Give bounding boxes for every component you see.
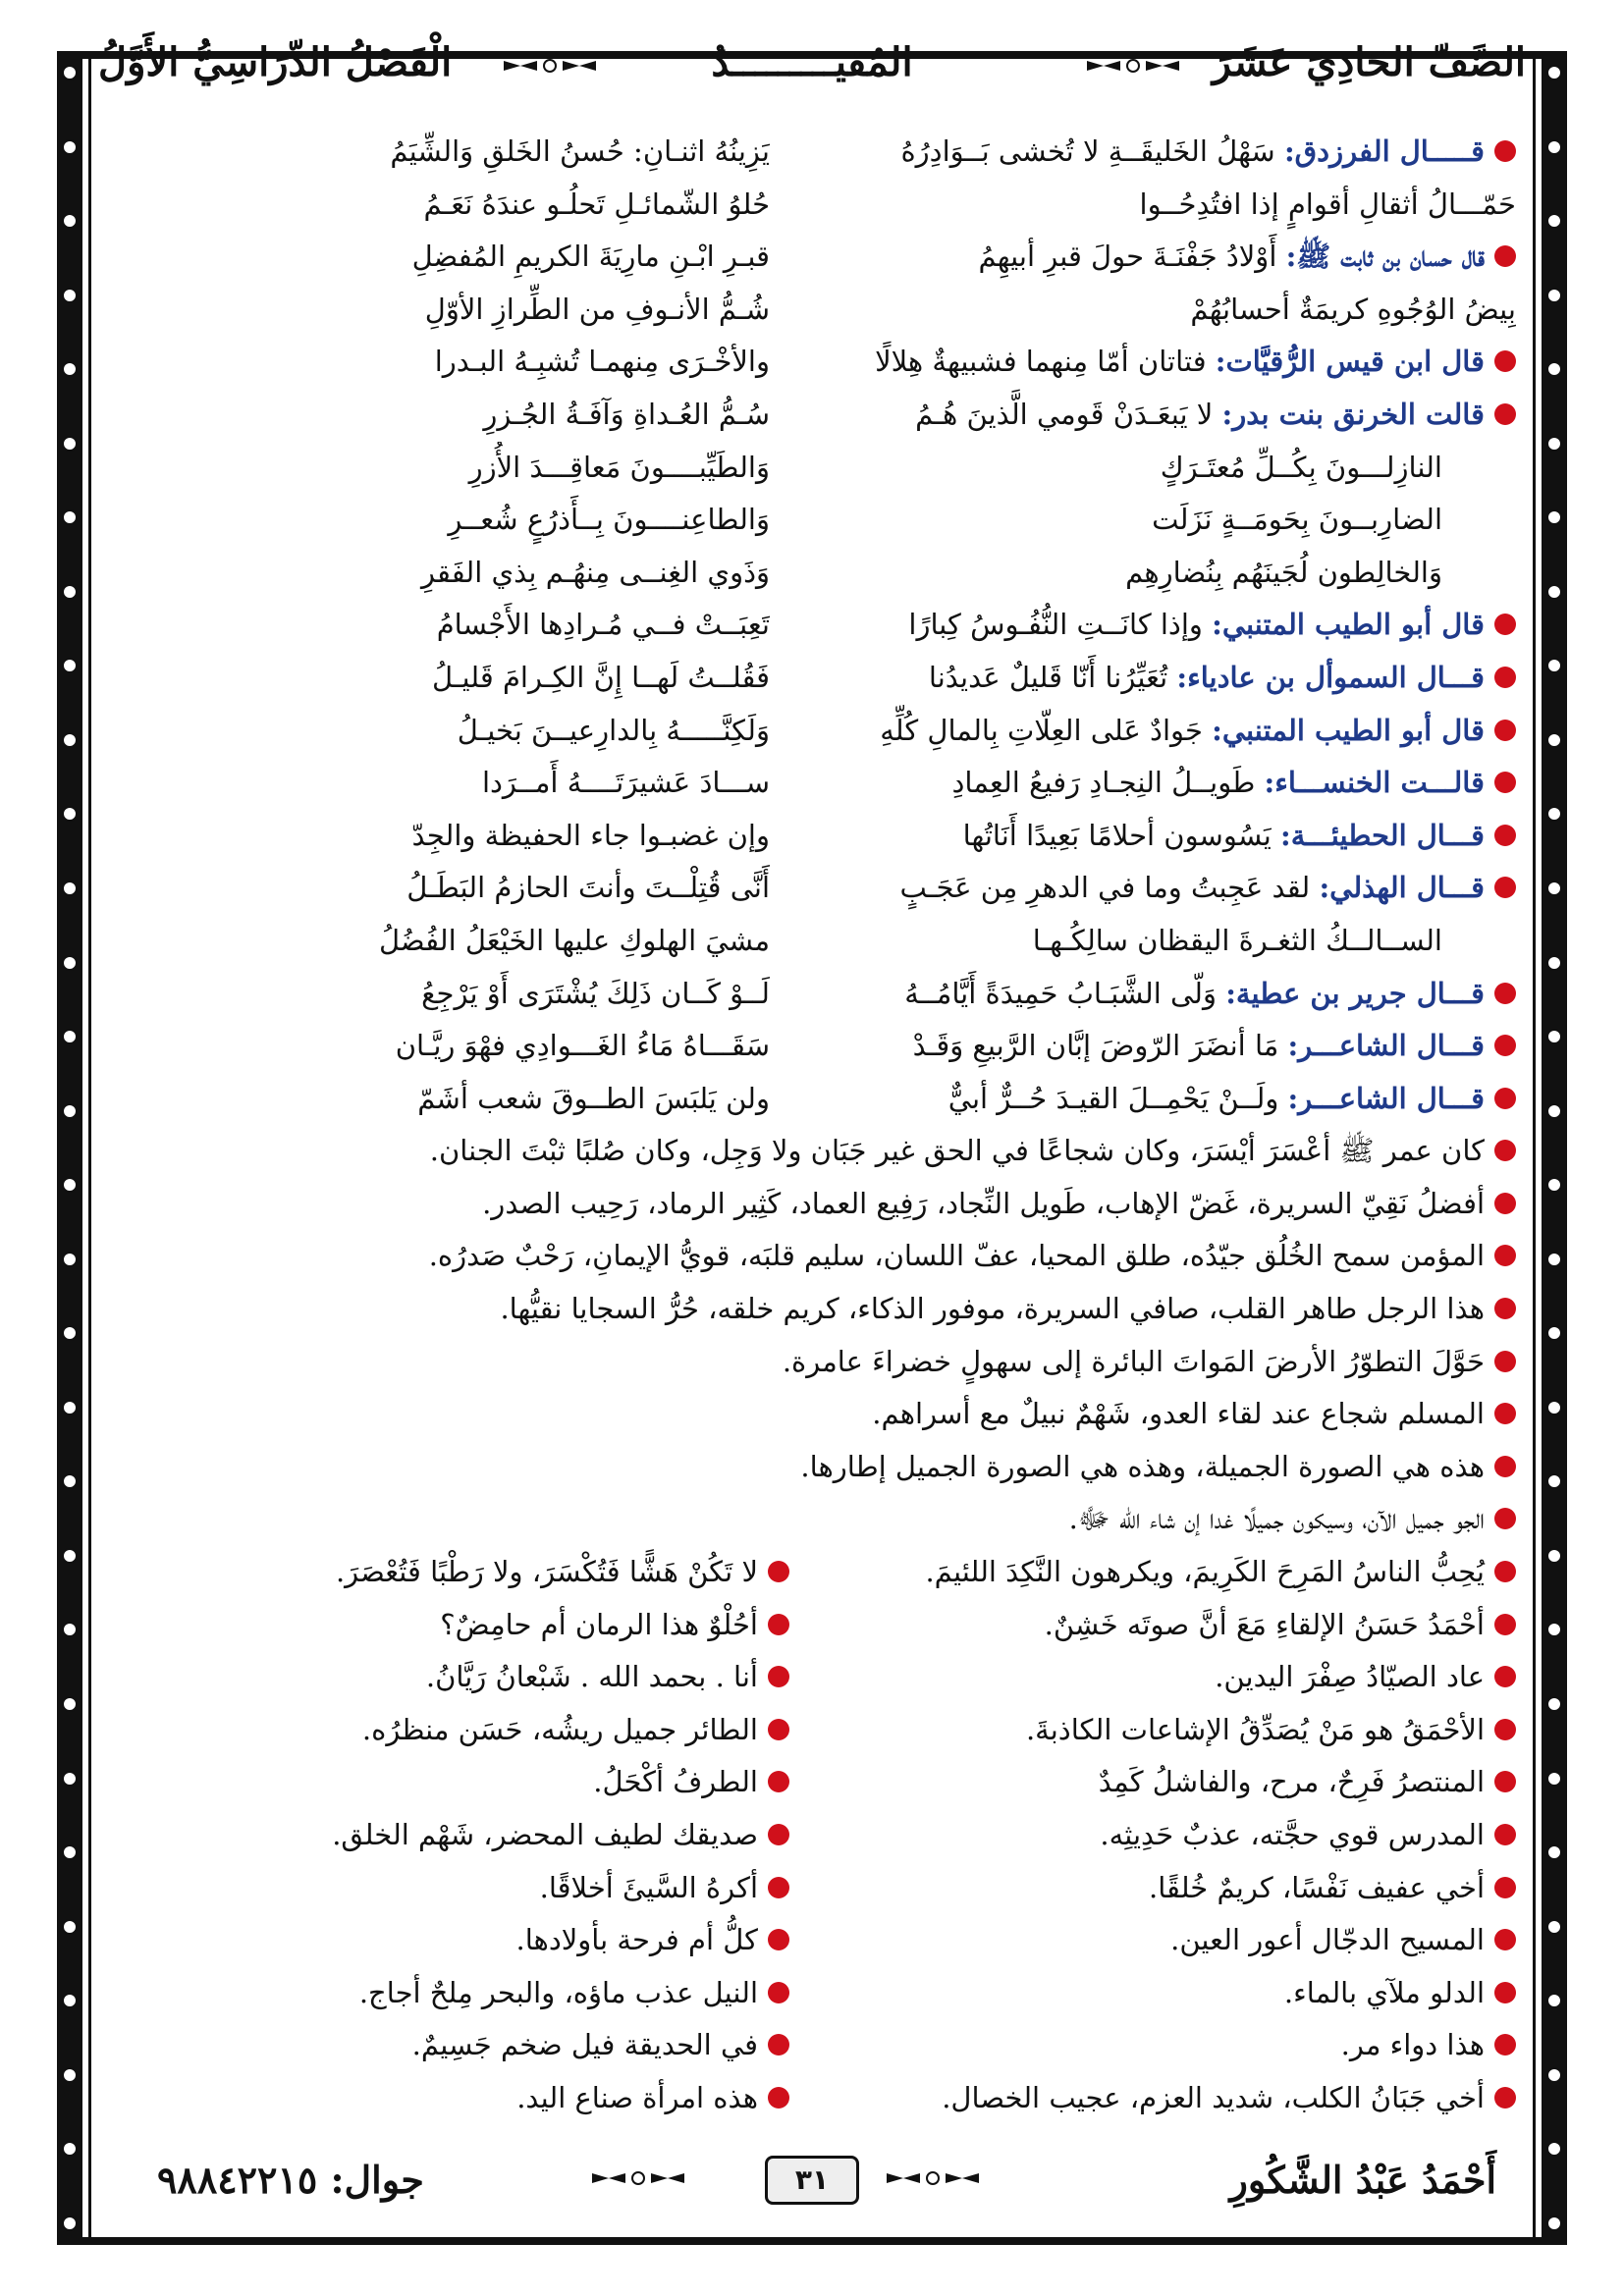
border-flower-icon	[62, 65, 78, 80]
sentence-text: أكرهُ السَّيئَ أخلاقًا.	[539, 1870, 758, 1904]
bullet-icon	[768, 2087, 789, 2109]
verse-row	[108, 862, 1516, 915]
verse-second-hemistich: شُـمُّ الأنـوفِ من الطِّرازِ الأوّلِ	[424, 292, 770, 326]
sentence-text: كلُّ أم فرحة بأولادها.	[515, 1923, 758, 1957]
bullet-icon	[768, 2034, 789, 2056]
poet-name: قـــال الشاعـــر:	[1287, 1081, 1485, 1115]
sentence-text: المدرس قوي حجَّته، عذبٌ حَدِيثِه.	[1100, 1818, 1485, 1851]
sentence-text: صديقك لطيف المحضر، شَهْم الخلق.	[332, 1818, 758, 1851]
sentence-text: الطائر جميل ريشُه، حَسَن منظرُه.	[361, 1712, 758, 1746]
sentence-text: هذا الرجل طاهر القلب، صافي السريرة، موفور الذكاء، كريم خلقه، حُرُّ السجايا نقيُّها.	[500, 1292, 1485, 1326]
pair-left	[108, 1967, 789, 2020]
sentence-text: أحْمَدُ حَسَنُ الإلقاءِ مَعَ أنَّ صوتَه خَشِنٌ.	[1044, 1607, 1485, 1641]
pair-left	[108, 1914, 789, 1967]
verse-second-hemistich: قبـرِ ابْـنِ مارِيَةَ الكريمِ المُفضِلِ	[411, 240, 770, 274]
pair-left	[108, 1862, 789, 1915]
pair-right	[794, 2072, 1516, 2125]
bullet-icon	[1494, 1035, 1516, 1056]
bullet-icon	[768, 1824, 789, 1845]
bullet-icon	[1494, 1456, 1516, 1477]
verse-second-hemistich: ســـادَ عَشيرَتَــــهُ أَمــرَدا	[481, 766, 770, 800]
bullet-icon	[768, 1771, 789, 1792]
hemistich-text: بِيضُ الوُجُوهِ كريمَةٌ أحسابُهُمْ	[1190, 292, 1516, 326]
border-flower-icon	[1546, 955, 1562, 971]
bullet-icon	[1494, 2034, 1516, 2056]
pair-right	[794, 1546, 1516, 1599]
border-flower-icon	[1546, 1622, 1562, 1637]
poet-name: قالـــت الخنســـاء:	[1264, 766, 1485, 800]
bullet-icon	[1494, 1982, 1516, 2003]
border-flower-icon	[62, 806, 78, 822]
bullet-icon	[1494, 614, 1516, 635]
pair-row	[108, 1967, 1516, 2020]
bullet-icon	[1494, 1929, 1516, 1950]
pair-row	[108, 2019, 1516, 2072]
pair-row	[108, 1862, 1516, 1915]
verse-first-hemistich	[794, 179, 1516, 232]
border-flower-icon	[1546, 1696, 1562, 1712]
hemistich-text: وإذا كانَــتِ النُّفُـوسُ كِبارًا	[908, 608, 1203, 642]
verse-first-hemistich	[794, 126, 1516, 179]
border-flower-icon	[62, 213, 78, 229]
pair-right	[794, 2019, 1516, 2072]
sentence-row	[108, 1388, 1516, 1441]
sentence-text: في الحديقة فيل ضخم جَسِيمٌ.	[411, 2028, 758, 2062]
verse-first-hemistich	[794, 652, 1516, 705]
border-flower-icon	[62, 1993, 78, 2008]
pair-left	[108, 1546, 789, 1599]
verse-second-hemistich: وَالطاعِنــــونَ بِــأَذرُعٍ شُعــرِ	[448, 503, 770, 537]
bullet-icon	[1494, 1193, 1516, 1214]
sentence-row	[108, 1441, 1516, 1494]
bullet-icon	[1494, 1771, 1516, 1792]
sentence-text: الجو جميل الآن، وسيكون جميلًا غدا إن شاء الله ﷻ.	[1068, 1502, 1485, 1536]
bullet-icon	[1494, 403, 1516, 425]
sentence-text: أحُلْوٌ هذا الرمان أم حامِضٌ؟	[440, 1607, 758, 1641]
pair-right	[794, 1756, 1516, 1809]
page-number: ٣١	[765, 2156, 859, 2205]
poet-name: قـــال السموأل بن عادياء:	[1176, 660, 1485, 694]
footer-author: أَحْمَدُ عَبْدُ الشَّكُورِ	[1229, 2158, 1496, 2202]
bullet-icon	[1494, 1666, 1516, 1687]
bullet-icon	[1494, 1824, 1516, 1845]
bullet-icon	[1494, 140, 1516, 162]
border-flower-icon	[1546, 732, 1562, 748]
border-flower-icon	[1546, 436, 1562, 452]
pair-left	[108, 1651, 789, 1704]
page-header	[98, 39, 1526, 108]
poet-name: قـــال الهذلي:	[1319, 871, 1485, 905]
border-flower-icon	[62, 658, 78, 673]
hemistich-text: مَا أنضَرَ الرّوضَ إبَّان الرَّبيعِ وَقَـدْ	[912, 1029, 1279, 1063]
sentence-text: كان عمر ﷺ أعْسَرَ أيْسَرَ، وكان شجاعًا في الحق غير جَبَان ولا وَجِل، وكان صُلبًا ثبْتَ الجنان.	[429, 1134, 1485, 1168]
sentence	[108, 1336, 1516, 1389]
sentence-row	[108, 1178, 1516, 1231]
inner-line-right	[1533, 51, 1536, 2245]
pair-left	[108, 2072, 789, 2125]
border-flower-icon	[62, 1103, 78, 1119]
verse-first-hemistich	[794, 599, 1516, 652]
border-flower-icon	[1546, 584, 1562, 600]
hemistich-text: يَسُوسون أحلامًا بَعِيدًا أَنَاتُها	[962, 818, 1272, 852]
border-flower-icon	[1546, 1844, 1562, 1860]
poet-name: قـــال الحطيئـــة:	[1280, 818, 1485, 852]
border-flower-icon	[1546, 509, 1562, 525]
poet-name: قـــال الشاعـــر:	[1287, 1029, 1485, 1063]
poet-name: قال أبو الطيب المتنبي:	[1212, 713, 1485, 747]
border-flower-icon	[62, 139, 78, 155]
sentence-text: المؤمن سمح الخُلُق جيّدُه، طلق المحيا، عفّ اللسان، سليم قلبَه، قويُّ الإيمانِ، رَحْبٌ صَدرُه.	[428, 1239, 1485, 1273]
border-flower-icon	[62, 1252, 78, 1267]
sentence-text: عاد الصيّادُ صِفْرَ اليدين.	[1215, 1660, 1485, 1694]
header-ornament-icon	[1084, 59, 1182, 73]
sentence	[108, 1441, 1516, 1494]
sentence	[108, 1388, 1516, 1441]
pair-right	[794, 1967, 1516, 2020]
border-ornaments-right	[1542, 65, 1567, 2231]
verse-first-hemistich	[794, 968, 1516, 1021]
pair-row	[108, 1809, 1516, 1862]
bullet-icon	[1494, 350, 1516, 372]
border-flower-icon	[1546, 806, 1562, 822]
verse-second-hemistich: سُـمُّ العُـداةِ وَآفَـةُ الجُـزرِ	[483, 397, 770, 431]
bullet-icon	[1494, 720, 1516, 741]
border-flower-icon	[1546, 658, 1562, 673]
sentence-row	[108, 1336, 1516, 1389]
verse-row	[108, 442, 1516, 495]
verse-row	[108, 705, 1516, 758]
sentence-text: المسيح الدجّال أعور العين.	[1170, 1923, 1485, 1957]
sentence-text: هذه هي الصورة الجميلة، وهذه هي الصورة الجميل إطارها.	[800, 1449, 1485, 1483]
border-flower-icon	[1546, 1400, 1562, 1415]
border-ornaments-left	[57, 65, 82, 2231]
verse-row	[108, 1073, 1516, 1126]
sentence-text: هذا دواء مر.	[1340, 2028, 1485, 2062]
hemistich-text: ولَــنْ يَحْمِــلَ القيـدَ حُــرٌّ أبيٌّ	[947, 1081, 1279, 1115]
verse-first-hemistich	[794, 757, 1516, 810]
sentence-text: أنا . بحمد الله . شَبْعانُ رَيَّانُ.	[425, 1660, 758, 1694]
sentence	[108, 1283, 1516, 1336]
border-flower-icon	[1546, 2141, 1562, 2157]
hemistich-text: أَوْلادُ جَفْنَـةَ حولَ قبرِ أبيهِمُ	[978, 240, 1277, 274]
sentence-text: الدلو ملآي بالماء.	[1283, 1975, 1485, 2009]
verse-row	[108, 547, 1516, 600]
verse-second-hemistich: وَذَوي الغِنــى مِنهُـم بِذي الفَقرِ	[421, 555, 770, 589]
sentence-row	[108, 1493, 1516, 1546]
border-flower-icon	[1546, 1029, 1562, 1044]
bullet-icon	[1494, 1245, 1516, 1266]
border-flower-icon	[1546, 139, 1562, 155]
border-flower-icon	[62, 509, 78, 525]
bullet-icon	[1494, 1403, 1516, 1424]
bullet-icon	[1494, 1719, 1516, 1740]
footer-ornament-icon	[589, 2171, 687, 2185]
border-flower-icon	[62, 2067, 78, 2083]
bullet-icon	[1494, 1508, 1516, 1529]
bullet-icon	[1494, 877, 1516, 898]
header-ornament-icon	[501, 59, 599, 73]
pair-left	[108, 1809, 789, 1862]
verse-first-hemistich	[794, 336, 1516, 389]
bullet-icon	[1494, 1877, 1516, 1898]
border-flower-icon	[62, 1177, 78, 1193]
border-flower-icon	[62, 1696, 78, 1712]
pair-row	[108, 1651, 1516, 1704]
pair-right	[794, 1809, 1516, 1862]
pair-left	[108, 2019, 789, 2072]
border-flower-icon	[1546, 1325, 1562, 1341]
verse-row	[108, 494, 1516, 547]
border-flower-icon	[1546, 1548, 1562, 1564]
poet-name: قال حسان بن ثابت ﷺ:	[1285, 240, 1485, 274]
sentence-text: أخي جَبَانُ الكلب، شديد العزم، عجيب الخصال.	[942, 2080, 1485, 2114]
border-flower-icon	[62, 361, 78, 377]
sentence-text: هذه امرأة صناع اليد.	[516, 2080, 758, 2114]
bullet-icon	[1494, 1088, 1516, 1109]
sentence-text: لا تَكُنْ هَشًّا فَتُكْسَرَ، ولا رَطْبًا فَتُعْصَرَ.	[335, 1555, 758, 1589]
pair-left	[108, 1756, 789, 1809]
verse-first-hemistich	[794, 231, 1516, 284]
sentence-text: المنتصرُ فَرِحٌ، مرح، والفاشلُ كَمِدٌ	[1098, 1765, 1485, 1799]
sentence	[108, 1125, 1516, 1178]
hemistich-text: النازِلـــونَ بِكُــلِّ مُعتَـرَكٍ	[1160, 450, 1442, 484]
border-flower-icon	[62, 1844, 78, 1860]
footer-phone: جوال: ٩٨٨٤٢٢١٥	[157, 2158, 424, 2202]
pair-right	[794, 1704, 1516, 1757]
border-flower-icon	[62, 1548, 78, 1564]
poet-name: قال ابن قيس الرُّقيَّات:	[1215, 345, 1485, 379]
border-flower-icon	[62, 1473, 78, 1489]
verse-second-hemistich: أَنَّى قُتِلْــتَ وأنتَ الحازمُ البَطَـلُ	[406, 871, 770, 905]
verse-second-hemistich: والأخْـرَى مِنهمـا تُشبِـهُ البـدرا	[434, 345, 770, 379]
bullet-icon	[1494, 667, 1516, 688]
border-flower-icon	[1546, 881, 1562, 896]
border-flower-icon	[62, 436, 78, 452]
border-bottom	[57, 2237, 1567, 2245]
page-content	[108, 126, 1516, 2125]
verse-row	[108, 179, 1516, 232]
poet-name: قال أبو الطيب المتنبي:	[1212, 608, 1485, 642]
border-flower-icon	[62, 732, 78, 748]
pair-right	[794, 1862, 1516, 1915]
hemistich-text: لا يَبعَـدَنْ قَومي الَّذينَ هُـمُ	[915, 397, 1214, 431]
sentence-text: المسلم شجاع عند لقاء العدو، شَهْمٌ نبيلٌ مع أسراهم.	[872, 1397, 1485, 1431]
sentence-text: الأحْمَقُ هو مَنْ يُصَدِّقُ الإشاعات الكاذبةَ.	[1025, 1712, 1485, 1746]
verse-row	[108, 915, 1516, 968]
bullet-icon	[1494, 1614, 1516, 1635]
border-flower-icon	[62, 1029, 78, 1044]
sentence-row	[108, 1283, 1516, 1336]
header-book-title: المُفيـــــــــدُ	[711, 39, 913, 85]
verse-first-hemistich	[794, 915, 1442, 968]
bullet-icon	[768, 1929, 789, 1950]
pair-row	[108, 1704, 1516, 1757]
pair-row	[108, 1599, 1516, 1652]
verse-row	[108, 284, 1516, 337]
border-flower-icon	[62, 1919, 78, 1935]
verse-row	[108, 968, 1516, 1021]
border-flower-icon	[62, 288, 78, 303]
border-flower-icon	[1546, 65, 1562, 80]
hemistich-text: لقد عَجِبتُ وما في الدهرِ مِن عَجَـبٍ	[899, 871, 1311, 905]
verse-first-hemistich	[794, 1020, 1516, 1073]
sentence-row	[108, 1125, 1516, 1178]
pair-left	[108, 1704, 789, 1757]
bullet-icon	[768, 1982, 789, 2003]
border-flower-icon	[62, 1400, 78, 1415]
border-flower-icon	[62, 2141, 78, 2157]
sentence	[108, 1230, 1516, 1283]
verse-second-hemistich: وَلَكِنَّـــــهُ بِالدارِعيــنَ بَخيـلُ	[457, 713, 770, 747]
border-flower-icon	[62, 955, 78, 971]
bullet-icon	[768, 1561, 789, 1582]
pair-left	[108, 1599, 789, 1652]
pair-right	[794, 1651, 1516, 1704]
verse-first-hemistich	[794, 862, 1516, 915]
header-grade: الصَّفّ الحَادِيَ عَشَرَ	[1212, 39, 1526, 85]
verse-first-hemistich	[794, 442, 1442, 495]
bullet-icon	[768, 1719, 789, 1740]
hemistich-text: فتاتان أمّا مِنهما فشبيهةٌ هِلالًا	[875, 345, 1207, 379]
verse-second-hemistich: ولن يَلبَسَ الطــوقَ شعب أشَمّ	[417, 1081, 770, 1115]
verse-row	[108, 126, 1516, 179]
verse-second-hemistich: وَالطَيِّبــــونَ مَعاقِـــدَ الأُزرِ	[468, 450, 770, 484]
border-flower-icon	[62, 881, 78, 896]
border-flower-icon	[1546, 1993, 1562, 2008]
verse-row	[108, 389, 1516, 442]
verse-first-hemistich	[794, 547, 1442, 600]
inner-line-left	[88, 51, 91, 2245]
poet-name: قـــــال الفرزدق:	[1283, 134, 1485, 168]
verse-first-hemistich	[794, 389, 1516, 442]
bullet-icon	[768, 1877, 789, 1898]
border-flower-icon	[1546, 361, 1562, 377]
verse-second-hemistich: سَقَـــاهُ مَاءُ الغَـــوادِي فهْوَ ريَّـان	[395, 1029, 770, 1063]
verse-second-hemistich: وإن غضبـوا جاء الحفيظة والجِدّ	[411, 818, 770, 852]
verse-first-hemistich	[794, 705, 1516, 758]
hemistich-text: جَوادٌ عَلى العِلّاتِ بِالمالِ كُلِّهِ	[880, 713, 1203, 747]
bullet-icon	[1494, 1140, 1516, 1161]
verse-second-hemistich: تَعِبَــتْ فــي مُـرادِها الأَجْسامُ	[436, 608, 770, 642]
verse-row	[108, 757, 1516, 810]
verse-second-hemistich: لَــوْ كَــان ذَلِكَ يُشْتَرَى أَوْ يَرْجِعُ	[421, 976, 770, 1010]
sentence-text: النيل عذب ماؤه، والبحر مِلحٌ أجاج.	[358, 1975, 758, 2009]
border-flower-icon	[62, 1771, 78, 1787]
pair-row	[108, 1914, 1516, 1967]
hemistich-text: سَهْلُ الخَليقَــةِ لا تُخشى بَــوَادِرُهُ	[900, 134, 1275, 168]
hemistich-text: حَمّـــالُ أثقالِ أقوامٍ إذا افتُدِحُــوا	[1139, 187, 1516, 221]
border-flower-icon	[1546, 2067, 1562, 2083]
hemistich-text: طَويــلُ النِجـادِ رَفيعُ العِمادِ	[951, 766, 1256, 800]
poet-name: قـــال جرير بن عطية:	[1225, 976, 1485, 1010]
sentence-text: حَوَّلَ التطوّرُ الأرضَ المَواتَ البائرة إلى سهولٍ خضراءَ عامرة.	[782, 1344, 1485, 1378]
border-flower-icon	[1546, 1177, 1562, 1193]
verse-row	[108, 599, 1516, 652]
bullet-icon	[768, 1614, 789, 1635]
border-flower-icon	[62, 584, 78, 600]
verse-second-hemistich: حُلوُ الشّمائـلِ تَحلُـو عندَهُ نَعَـمُ	[423, 187, 770, 221]
verse-row	[108, 231, 1516, 284]
bullet-icon	[1494, 1298, 1516, 1319]
hemistich-text: وَالخالِطون لُجَينَهُم بِنُضارِهِم	[1125, 555, 1442, 589]
border-flower-icon	[1546, 1919, 1562, 1935]
verse-second-hemistich: يَزِينُهُ اثنـانِ: حُسنُ الخَلقِ وَالشِّيَمُ	[390, 134, 770, 168]
sentence-text: الطرفُ أكْحَلُ.	[593, 1765, 758, 1799]
footer-ornament-icon	[884, 2171, 982, 2185]
bullet-icon	[1494, 983, 1516, 1004]
bullet-icon	[1494, 772, 1516, 793]
sentence	[108, 1493, 1516, 1546]
sentence-text: أخي عفيف نَفْسًا، كريمٌ خُلقًا.	[1148, 1870, 1485, 1904]
verse-row	[108, 652, 1516, 705]
verse-first-hemistich	[794, 1073, 1516, 1126]
border-flower-icon	[1546, 1103, 1562, 1119]
bullet-icon	[1494, 825, 1516, 846]
verse-row	[108, 810, 1516, 863]
border-flower-icon	[1546, 1252, 1562, 1267]
hemistich-text: وَلّى الشَّبَـابُ حَمِيدَةً أَيَّامُــهُ	[904, 976, 1217, 1010]
bullet-icon	[1494, 245, 1516, 267]
hemistich-text: الضارِبــونَ بِحَومَــةٍ نَزَلَت	[1152, 503, 1442, 537]
poet-name: قالت الخرنق بنت بدر:	[1221, 397, 1485, 431]
verse-second-hemistich: فَقُلــتُ لَهــا إِنَّ الكِـرامَ قَليـلُ	[432, 660, 770, 694]
sentence-text: أفضلُ نَقِيّ السريرة، غَضّ الإهاب، طَويل النِّجاد، رَفِيع العماد، كَثِير الرماد، رَحِيب الصدر.	[482, 1186, 1485, 1220]
bullet-icon	[1494, 1561, 1516, 1582]
verse-first-hemistich	[794, 810, 1516, 863]
hemistich-text: تُعَيِّرُنا أَنّا قَليلٌ عَديدُنا	[928, 660, 1168, 694]
border-flower-icon	[62, 1325, 78, 1341]
sentence-text: يُحِبُّ الناسُ المَرِحَ الكَرِيمَ، ويكرهون النَّكِدَ اللئيمَ.	[925, 1555, 1485, 1589]
border-flower-icon	[1546, 288, 1562, 303]
bullet-icon	[768, 1666, 789, 1687]
pair-right	[794, 1914, 1516, 1967]
pair-right	[794, 1599, 1516, 1652]
hemistich-text: الســالــكُ الثغـرةَ اليقظان سالِكُـهـا	[1032, 923, 1442, 957]
pair-row	[108, 1756, 1516, 1809]
header-semester: الْفَصْلُ الدِّرَاسِيُّ الأَوَّلُ	[98, 39, 453, 85]
bullet-icon	[1494, 2087, 1516, 2109]
border-flower-icon	[1546, 213, 1562, 229]
verse-first-hemistich	[794, 494, 1442, 547]
border-flower-icon	[1546, 1473, 1562, 1489]
sentence-row	[108, 1230, 1516, 1283]
border-flower-icon	[1546, 2216, 1562, 2231]
pair-row	[108, 2072, 1516, 2125]
verse-row	[108, 1020, 1516, 1073]
pair-row	[108, 1546, 1516, 1599]
bullet-icon	[1494, 1351, 1516, 1372]
verse-first-hemistich	[794, 284, 1516, 337]
sentence	[108, 1178, 1516, 1231]
verse-row	[108, 336, 1516, 389]
border-flower-icon	[62, 2216, 78, 2231]
border-flower-icon	[62, 1622, 78, 1637]
verse-second-hemistich: مشيَ الهلوكِ عليها الخَيْعَلُ الفُضُلُ	[378, 923, 770, 957]
border-flower-icon	[1546, 1771, 1562, 1787]
